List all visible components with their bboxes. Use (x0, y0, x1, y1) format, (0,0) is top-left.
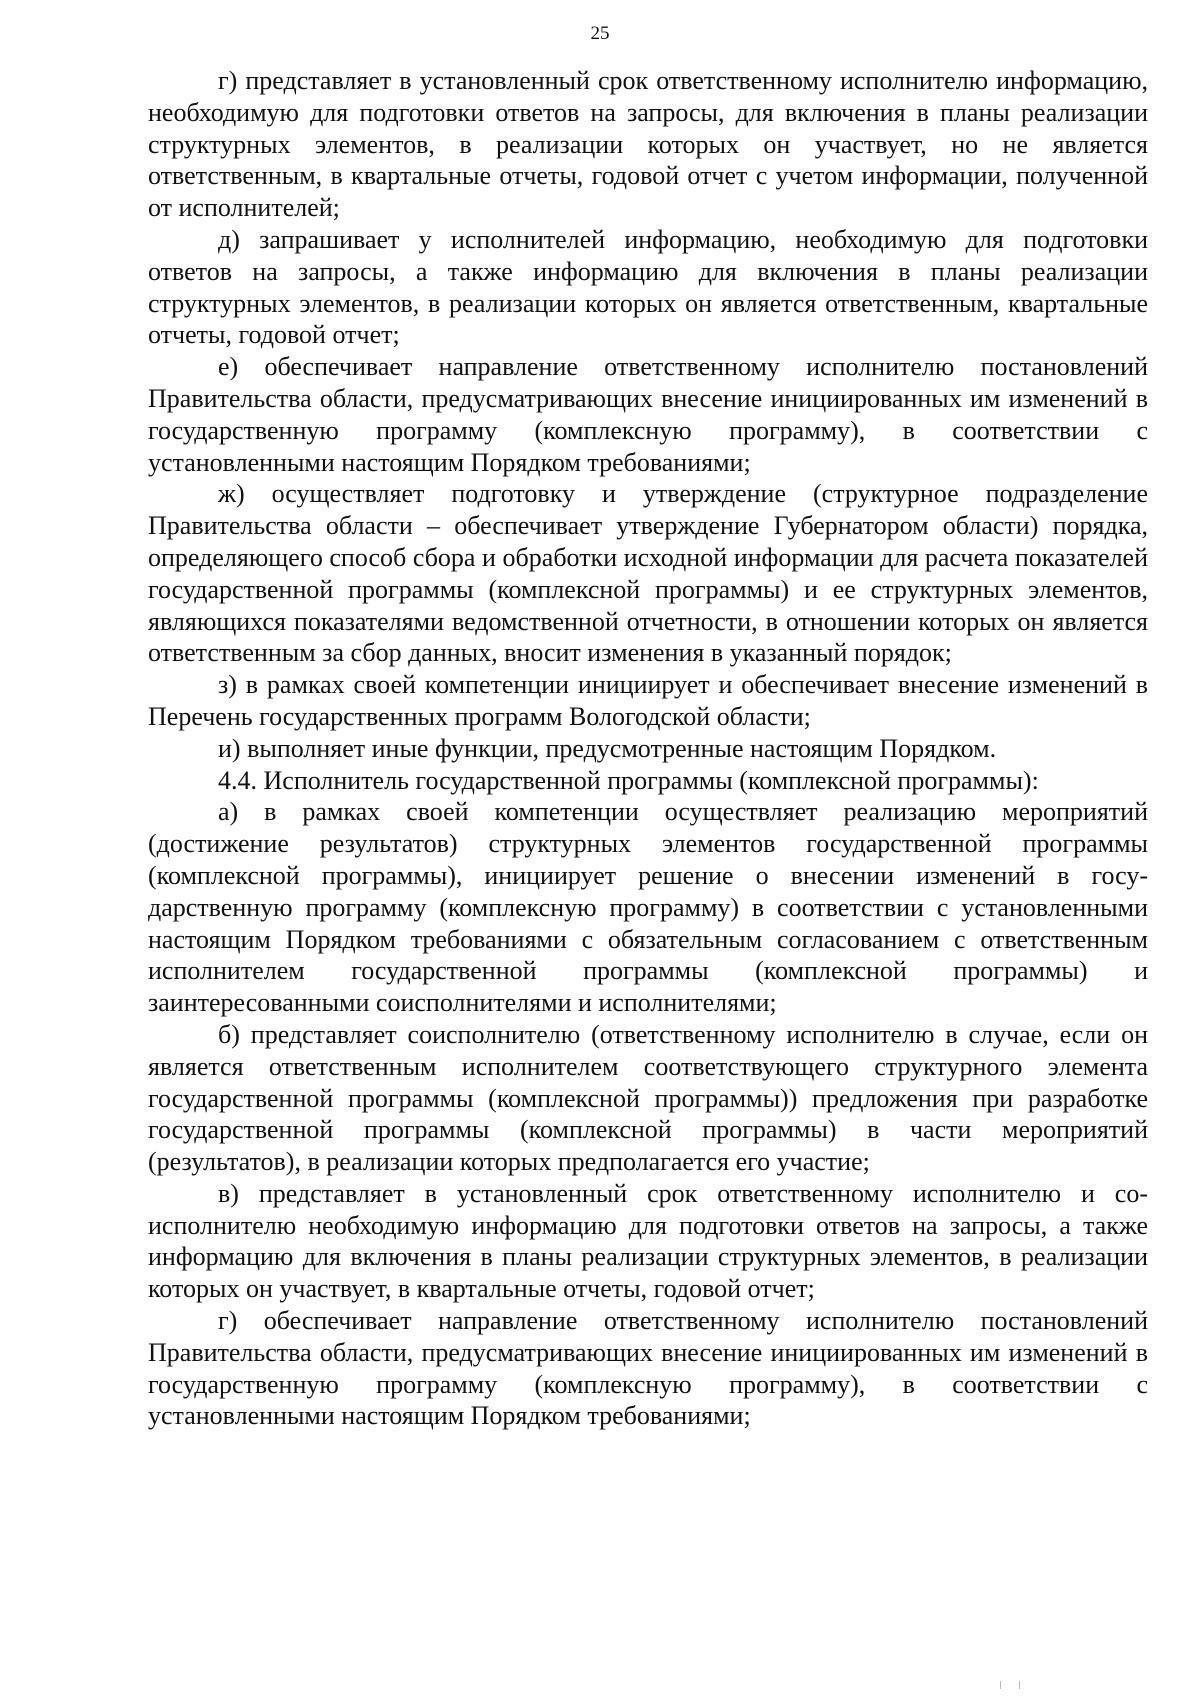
paragraph-i-other-functions: и) выполняет иные функции, предусмотренные настоящим Порядком. (218, 733, 997, 763)
paragraph-zh-approves-procedure: ж) осуществляет подготовку и утверждение (структурное подразделение Правительства области – обеспечивает утверждение Губернатором области) порядка, определяющего способ сбора и обработки исходной информации для расчета показателей государственной программы (комплексной программы) и ее структурных элементов, являющихся показателями ведомственной отчетности, в отношении которых он является ответственным за сбор данных, вносит изменения в указанный порядок; (148, 479, 1148, 668)
paragraph-v-provides-info: в) представляет в установленный срок ответственному исполнителю и соисполнителю необходимую информацию для подготовки ответов на запросы, а также информацию для включения в планы реализации структурных элементов, в реализации которых он участвует, в квартальные отчеты, годовой отчет; (148, 1178, 1148, 1304)
scan-artifact (1000, 1681, 1020, 1689)
paragraph-b-submits-proposals: б) представляет соисполнителю (ответственному исполнителю в случае, если он является ответственным исполнителем соответствующего структурного элемента государственной программы (комплексной программы)) предложения при разработке государственной программы (комплексной программы) в части мероприятий (результатов), в реализации которых предполагается его участие; (148, 1019, 1148, 1177)
paragraph-g-submits-resolutions: г) обеспечивает направление ответственному исполнителю постановлений Правительства области, предусматривающих внесение инициированных им изменений в государственную программу (комплексную программу), в соответствии с установленными настоящим Порядком требованиями; (148, 1306, 1148, 1431)
paragraph-z-initiates-changes: з) в рамках своей компетенции инициирует и обеспечивает внесение изменений в Перечень государственных программ Вологодской области; (148, 670, 1148, 731)
paragraph-a-implements-measures: а) в рамках своей компетенции осуществляет реализацию мероприятий (достижение результатов) структурных элементов государственной программы (комплексной программы), инициирует решение о внесении изменений в государственную программу (комплексную программу) в соответствии с установленными настоящим Порядком требованиями с обязательным согласованием с ответственным исполнителем государственной программы (комплексной программы) и заинтересованными соисполнителями и исполнителями; (148, 797, 1148, 1018)
paragraph-g-provides-info: г) представляет в установленный срок ответственному исполнителю информацию, необходимую для подготовки ответов на запросы, для включения в планы реализации структурных элементов, в реализации которых он участвует, но не является ответственным, в квартальные отчеты, годовой отчет с учетом информации, полученной от исполнителей; (148, 66, 1148, 223)
section-heading-4-4: 4.4. Исполнитель государственной программы (комплексной программы): (218, 765, 1039, 795)
document-body (148, 65, 1148, 1432)
page-number: 25 (590, 23, 610, 44)
paragraph-d-requests-info: д) запрашивает у исполнителей информацию, необходимую для подготовки ответов на запросы, а также информацию для включения в планы реализации структурных элементов, в реализации которых он является ответственным, квартальные отчеты, годовой отчет; (148, 224, 1148, 350)
paragraph-e-submits-resolutions: е) обеспечивает направление ответственному исполнителю постановлений Правительства области, предусматривающих внесение инициированных им изменений в государственную программу (комплексную программу), в соответствии с установленными настоящим Порядком требованиями; (148, 352, 1148, 477)
